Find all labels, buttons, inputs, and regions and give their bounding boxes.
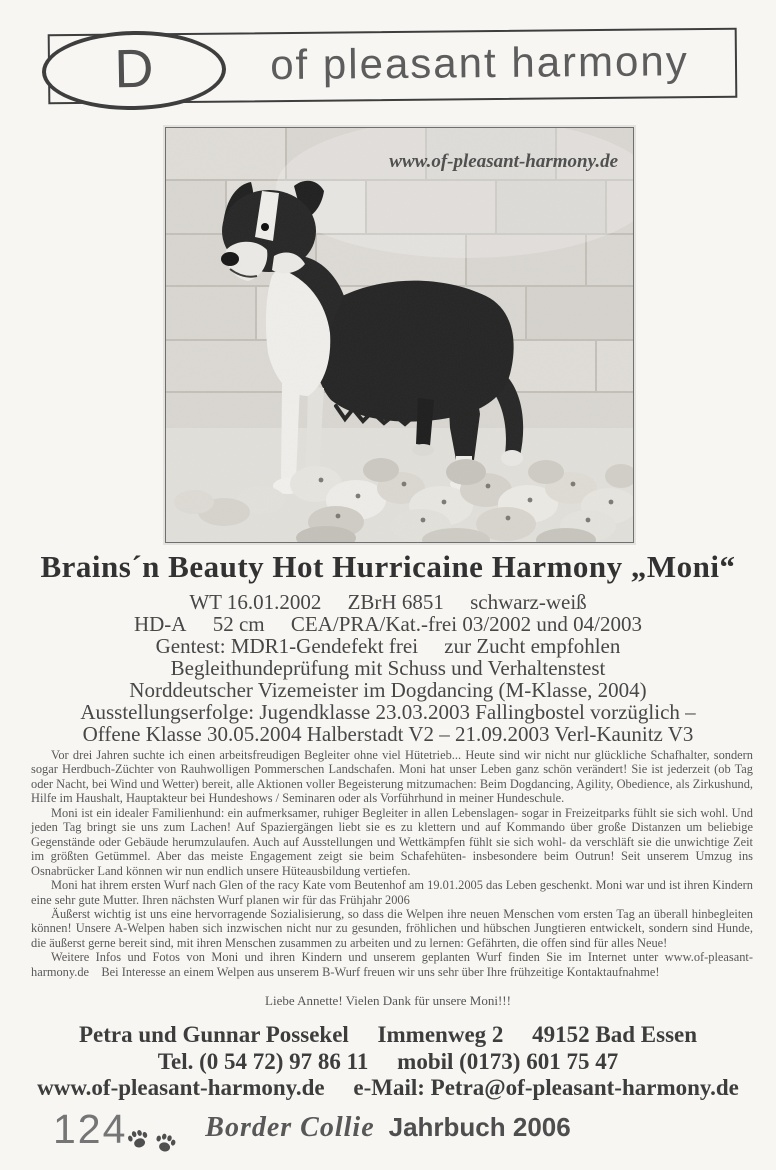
fact-line-health: HD-A 52 cm CEA/PRA/Kat.-frei 03/2002 und 04/2003	[133, 612, 643, 636]
fact-line-shows-2: Offene Klasse 30.05.2004 Halberstadt V2 – 21.09.2003 Verl-Kaunitz V3	[82, 722, 694, 746]
dog-photo	[165, 127, 634, 543]
region-letter: D	[113, 38, 154, 99]
story-paragraph-4: Äußerst wichtig ist uns eine hervorragende Sozialisierung, so dass die Welpen ihre neuen Menschen vom ersten Tag an überall hinbegleiten können! Unsere A-Welpen haben sich inzwischen nicht nur zu gesunden, fröhlichen und hübschen Jungtieren entwickelt, sondern sind Hunde, die äußerst gerne bereit sind, mit ihren Menschen zusammen zu arbeiten und zu lernen: Gefährten, die offen sind für alles Neue!	[31, 906, 753, 950]
contact-phones: Tel. (0 54 72) 97 86 11 mobil (0173) 601 75 47	[157, 1048, 619, 1074]
story-paragraph-3: Moni hat ihrem ersten Wurf nach Glen of the racy Kate vom Beutenhof am 19.01.2005 das Leben geschenkt. Moni war und ist ihren Kindern eine sehr gute Mutter. Ihren nächsten Wurf planen wir für das Frühjahr 2006	[31, 878, 753, 907]
fact-line-birth: WT 16.01.2002 ZBrH 6851 schwarz-weiß	[189, 590, 587, 614]
fact-line-gentest: Gentest: MDR1-Gendefekt frei zur Zucht empfohlen	[155, 634, 621, 658]
story-paragraph-2: Moni ist ein idealer Familienhund: ein aufmerksamer, ruhiger Begleiter in allen Lebenslagen- sogar in Freizeitparks fühlt sie sich wohl. Und jeden Tag bringt sie uns zum Lachen! Auf Spaziergängen liebt sie es zu klettern und auf Kommando über große Distanzen um beliebige Gegenstände oder Gebäude herumzulaufen. Auch auf Ausstellungen und Wettkämpfen fühlt sie sich wohl- da verschläft sie die unwichtige Zeit im größten Getümmel. Aber das meiste Engagement zeigt sie beim Schafehüten- insbesondere beim Outrun! Seit unserem Umzug ins Osnabrücker Land können wir nun endlich unsere Hüteausbildung vertiefen.	[31, 805, 753, 878]
dog-photo-illustration	[166, 128, 633, 542]
story-paragraph-1: Vor drei Jahren suchte ich einen arbeitsfreudigen Begleiter ohne viel Hütetrieb... Heute sind wir nicht nur glückliche Schafhalter, sondern sogar Herdbuch-Züchter von Rauhwolligen Pommerschen Landschafen. Moni hat unser Leben ganz schön verändert! Sie ist jederzeit (ob Tag oder Nacht, bei Wind und Wetter) bereit, alle Aktionen voller Begeisterung mitzumachen: Beim Dogdancing, Agility, Obedience, als Zirkushund, Hilfe im Haushalt, Hauptakteur bei Hundeshows / Seminaren oder als Vorführhund in meiner Hundeschule.	[31, 748, 753, 806]
fact-line-begleithund: Begleithundeprüfung mit Schuss und Verhaltenstest	[170, 656, 606, 680]
fact-line-dogdancing: Norddeutscher Vizemeister im Dogdancing (M-Klasse, 2004)	[129, 678, 647, 702]
story-text	[31, 748, 753, 979]
fact-line-shows-1: Ausstellungserfolge: Jugendklasse 23.03.2003 Fallingbostel vorzüglich –	[80, 700, 696, 724]
story-paragraph-5: Weitere Infos und Fotos von Moni und ihren Kindern und unserem geplanten Wurf finden Sie im Internet unter www.of-pleasant-harmony.de Bei Interesse an einem Welpen aus unserem B-Wurf freuen wir uns sehr über Ihre frühzeitige Kontaktaufnahme!	[31, 950, 753, 979]
closing-line: Liebe Annette! Vielen Dank für unsere Moni!!!	[265, 993, 511, 1008]
book-title-script: Border Collie	[205, 1112, 375, 1143]
contact-name-address: Petra und Gunnar Possekel Immenweg 2 49152 Bad Essen	[78, 1022, 698, 1047]
dog-facts	[0, 591, 776, 745]
page-number: 124	[53, 1106, 128, 1152]
contact-block	[0, 1022, 776, 1102]
book-title-rest: Jahrbuch 2006	[388, 1112, 571, 1142]
kennel-name: of pleasant harmony	[269, 37, 689, 89]
photo-watermark: www.of-pleasant-harmony.de	[389, 151, 618, 172]
dog-name-title: Brains´n Beauty Hot Hurricaine Harmony „Moni“	[40, 549, 736, 584]
book-title	[0, 1112, 776, 1144]
contact-web-email: www.of-pleasant-harmony.de e-Mail: Petra@of-pleasant-harmony.de	[37, 1075, 739, 1100]
